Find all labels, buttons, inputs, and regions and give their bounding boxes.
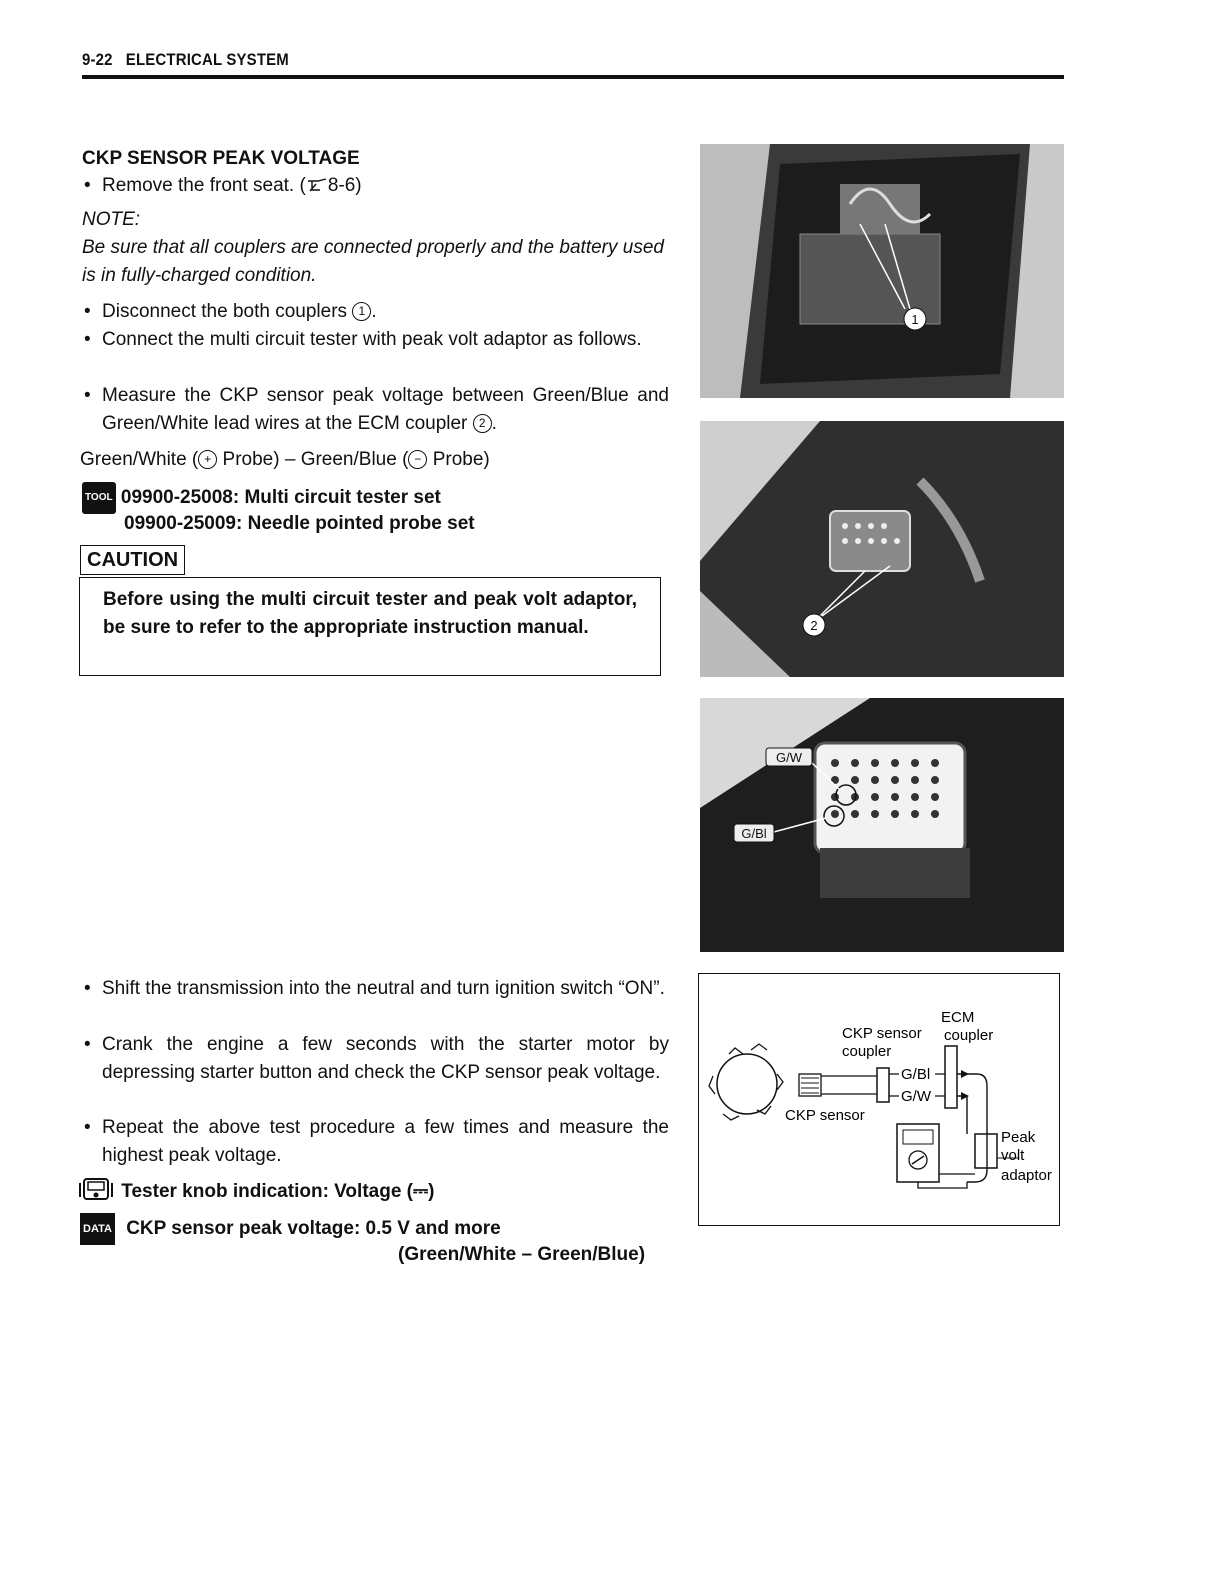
list-item [84, 382, 669, 438]
bullet: • [84, 301, 91, 322]
step-punct: . [371, 301, 377, 322]
probe-text: Probe) [427, 449, 490, 470]
photo-1-callout: 1 [911, 312, 919, 327]
probe-text: Green/White ( [80, 449, 199, 470]
photo-3-label-gbl: G/Bl [741, 826, 767, 841]
step-text: Measure the CKP sensor peak voltage between Green/Blue and Green/White lead wires at the ECM coupler [102, 385, 669, 434]
step-text: Repeat the above test procedure a few times and measure the highest peak voltage. [102, 1117, 669, 1166]
dc-voltage-symbol: ⎓ [413, 1181, 429, 1202]
bullet: • [84, 329, 91, 350]
wiring-diagram-art [699, 974, 1058, 1224]
bullet: • [84, 1034, 91, 1055]
tool-line-2: 09900-25009: Needle pointed probe set [124, 513, 475, 534]
photo-3-label-gw: G/W [776, 750, 802, 765]
step-text: Crank the engine a few seconds with the starter motor by depressing starter button and check the CKP sensor peak voltage. [102, 1034, 669, 1083]
bullet: • [84, 385, 91, 406]
label-ecm: ECM [941, 1009, 975, 1026]
tool-icon: TOOL [82, 482, 116, 514]
label-volt: volt [1001, 1147, 1025, 1164]
photo-seat-removed [700, 144, 1064, 398]
plus-icon: + [198, 450, 217, 469]
probe-text: Probe) – Green/Blue ( [217, 449, 409, 470]
photo-1-art [700, 144, 1064, 398]
minus-icon: − [408, 450, 427, 469]
section-name: ELECTRICAL SYSTEM [125, 50, 289, 69]
data-icon: DATA [80, 1213, 115, 1245]
note-text: Be sure that all couplers are connected properly and the battery used is in fully-charged condition. [82, 237, 664, 286]
tester-icon [76, 1177, 116, 1203]
list-item [84, 975, 669, 1003]
tool-text: 09900-25008: Multi circuit tester set [120, 487, 441, 509]
step-text: Connect the multi circuit tester with peak volt adaptor as follows. [102, 329, 642, 350]
photo-3-art [700, 698, 1064, 952]
page-number: 9-22 [82, 50, 113, 69]
data-spec-sub: (Green/White – Green/Blue) [398, 1244, 646, 1265]
label-ckp-coupler-2: coupler [842, 1043, 892, 1060]
photo-2-callout: 2 [810, 618, 818, 633]
callout-number: 2 [473, 414, 492, 433]
section-title: CKP SENSOR PEAK VOLTAGE [82, 148, 360, 169]
label-ckp-sensor: CKP sensor [785, 1107, 865, 1124]
step-punct: . [491, 413, 497, 434]
tester-knob-text: Tester knob indication: Voltage ( [121, 1181, 413, 1202]
page-header [82, 50, 289, 70]
bullet: • [84, 175, 91, 196]
data-spec-text: CKP sensor peak voltage: 0.5 V and more [126, 1218, 501, 1240]
tester-knob-line [76, 1177, 435, 1206]
bullet: • [84, 978, 91, 999]
step-remove-seat [84, 172, 669, 200]
note-label: NOTE: [82, 209, 141, 230]
wiring-diagram [698, 973, 1060, 1226]
list-item [84, 298, 669, 326]
bullet: • [84, 1117, 91, 1138]
wire-label-gbl: G/Bl [901, 1066, 931, 1083]
reference-page: 8-6) [327, 175, 362, 196]
step-text: Disconnect the both couplers [102, 301, 353, 322]
caution-label: CAUTION [80, 545, 185, 575]
photo-2-art [700, 421, 1064, 677]
label-peak: Peak [1001, 1129, 1036, 1146]
label-adaptor: adaptor [1001, 1167, 1052, 1184]
step-text: Remove the front seat. ( [102, 175, 306, 196]
list-item [84, 1114, 669, 1170]
header-rule [82, 75, 1064, 79]
list-item [84, 326, 669, 354]
reference-icon [306, 178, 328, 192]
rotor-icon [717, 1054, 777, 1114]
label-ckp-coupler-1: CKP sensor [842, 1025, 922, 1042]
wire-label-gw: G/W [901, 1088, 931, 1105]
photo-ecm-coupler [700, 421, 1064, 677]
tester-knob-close: ) [428, 1181, 435, 1202]
callout-number: 1 [352, 302, 371, 321]
photo-coupler-terminals [700, 698, 1064, 952]
caution-text: Before using the multi circuit tester and peak volt adaptor, be sure to refer to the appropriate instruction manual. [103, 589, 637, 638]
probe-line [80, 446, 490, 474]
list-item [84, 1031, 669, 1087]
step-text: Shift the transmission into the neutral and turn ignition switch “ON”. [102, 978, 665, 999]
label-ecm-coupler: coupler [944, 1027, 994, 1044]
